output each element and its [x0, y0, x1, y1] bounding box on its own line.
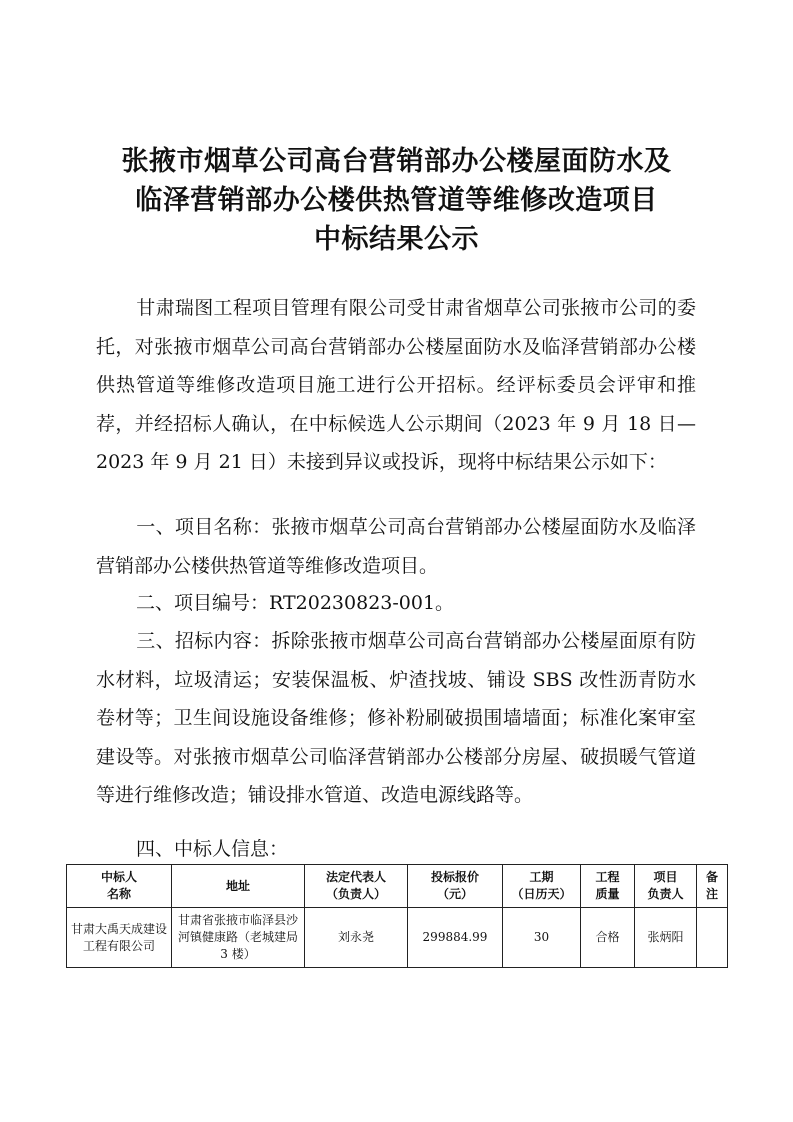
- project-number-label: 二、项目编号：: [136, 592, 270, 614]
- winner-table: [66, 864, 728, 968]
- cell-remark: [697, 908, 728, 968]
- project-number-value: RT20230823-001。: [269, 592, 455, 614]
- header-winner-name: 中标人 名称: [67, 865, 172, 908]
- title-line-3: 中标结果公示: [314, 224, 479, 255]
- table-header-row: [67, 865, 728, 908]
- project-name-section: [96, 508, 696, 585]
- header-quality: 工程 质量: [581, 865, 635, 908]
- header-legal-rep: 法定代表人 （负责人）: [305, 865, 408, 908]
- header-remark: 备 注: [697, 865, 728, 908]
- project-number-section: [96, 584, 696, 623]
- header-duration: 工期 （日历天）: [503, 865, 581, 908]
- tender-content-section: [96, 622, 696, 815]
- title-line-1: 张掖市烟草公司高台营销部办公楼屋面防水及: [121, 146, 672, 177]
- intro-paragraph: [96, 289, 696, 482]
- cell-legal-rep: 刘永尧: [305, 908, 408, 968]
- tender-content-label: 三、招标内容：: [136, 630, 272, 652]
- winner-info-label: 四、中标人信息：: [136, 838, 289, 860]
- cell-bid-price: 299884.99: [408, 908, 503, 968]
- header-bid-price: 投标报价 （元）: [408, 865, 503, 908]
- winner-info-section: [96, 830, 696, 869]
- header-manager: 项目 负责人: [635, 865, 697, 908]
- cell-address: 甘肃省张掖市临泽县沙河镇健康路（老城建局 3 楼）: [172, 908, 305, 968]
- title-line-2: 临泽营销部办公楼供热管道等维修改造项目: [135, 185, 658, 216]
- table-row: [67, 908, 728, 968]
- tender-content-value: 拆除张掖市烟草公司高台营销部办公楼屋面原有防水材料，垃圾清运；安装保温板、炉渣找坡、铺设 SBS 改性沥青防水卷材等；卫生间设施设备维修；修补粉刷破损围墙墙面；标准化案审室建设等。对张掖市烟草公司临泽营销部办公楼部分房屋、破损暖气管道等进行维修改造；铺设排水管道、改造电源线路等。: [96, 630, 696, 806]
- cell-manager: 张炳阳: [635, 908, 697, 968]
- cell-duration: 30: [503, 908, 581, 968]
- intro-text: 甘肃瑞图工程项目管理有限公司受甘肃省烟草公司张掖市公司的委托，对张掖市烟草公司高台营销部办公楼屋面防水及临泽营销部办公楼供热管道等维修改造项目施工进行公开招标。经评标委员会评审和推荐，并经招标人确认，在中标候选人公示期间（2023 年 9 月 18 日—2023 年 9 月 21 日）未接到异议或投诉，现将中标结果公示如下：: [96, 297, 696, 473]
- document-title: [0, 142, 793, 259]
- header-address: 地址: [172, 865, 305, 908]
- project-name-value: 张掖市烟草公司高台营销部办公楼屋面防水及临泽营销部办公楼供热管道等维修改造项目。: [96, 516, 696, 577]
- cell-quality: 合格: [581, 908, 635, 968]
- cell-winner-name: 甘肃大禹天成建设工程有限公司: [67, 908, 172, 968]
- project-name-label: 一、项目名称：: [136, 516, 272, 538]
